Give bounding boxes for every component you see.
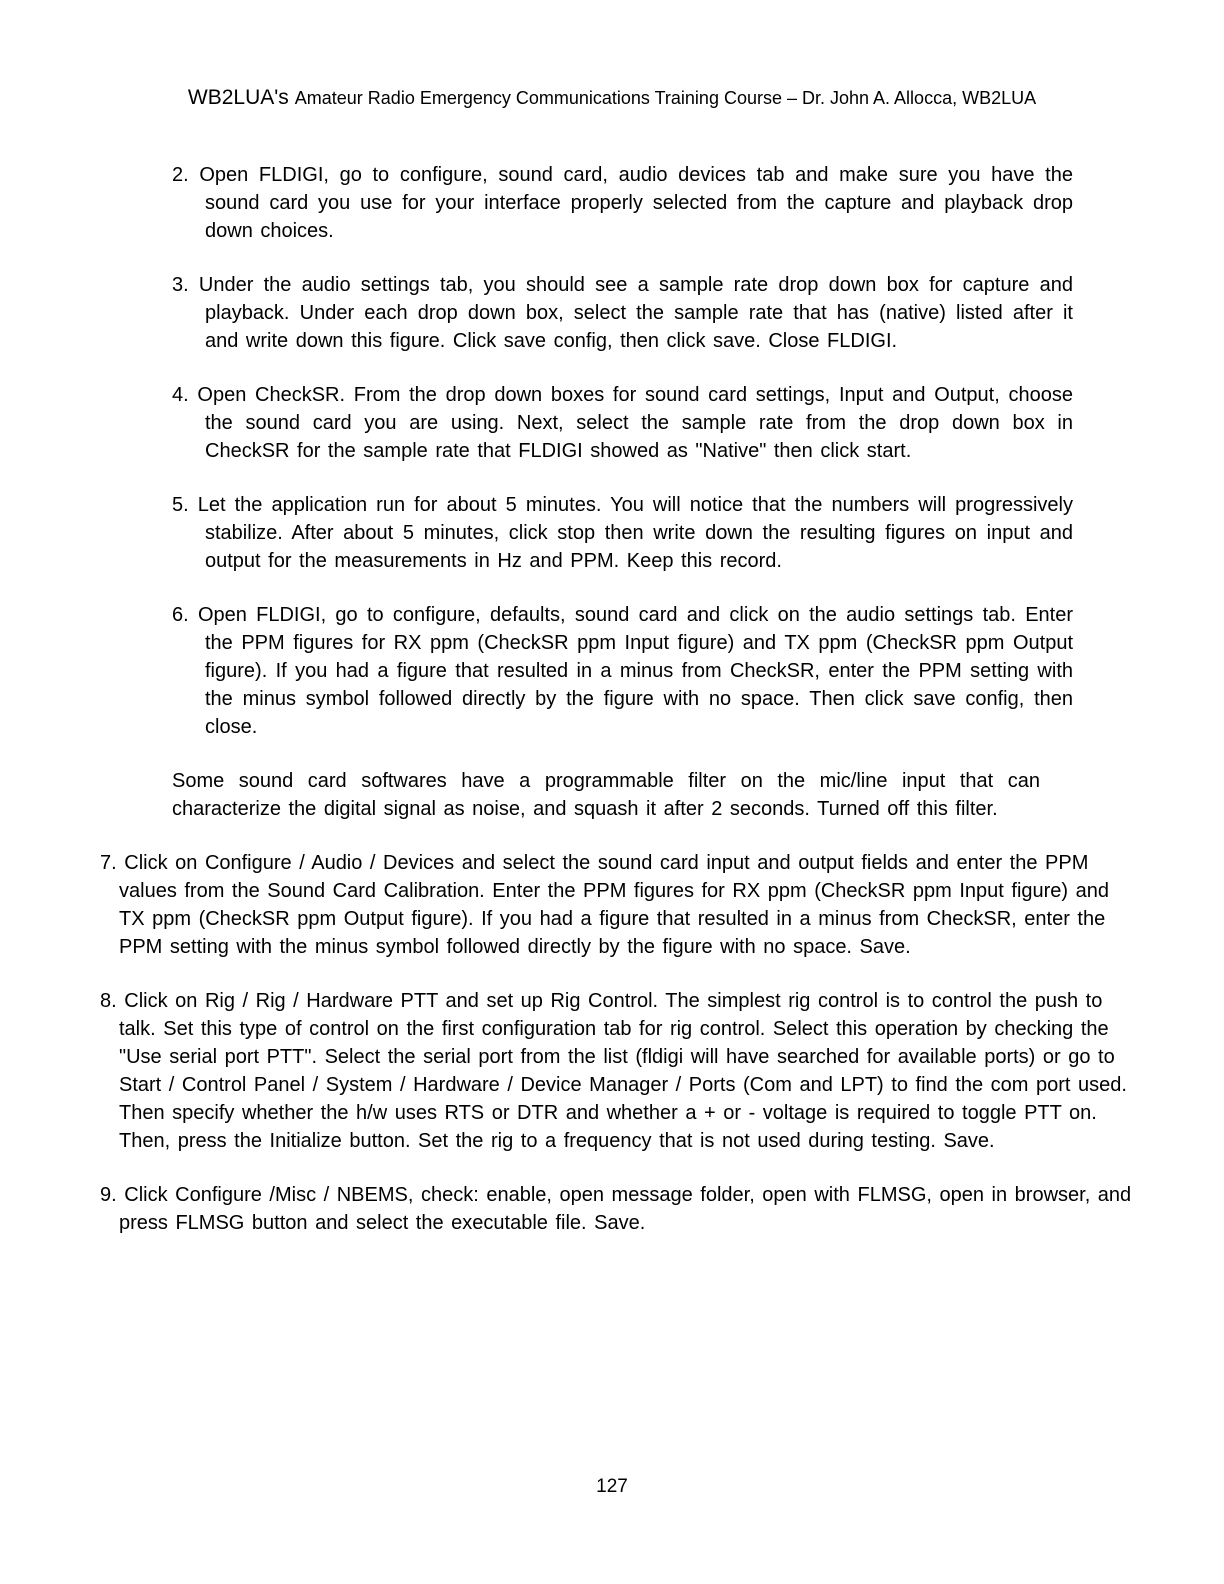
- list-item-5: [172, 491, 1073, 575]
- list-item-8: [100, 987, 1136, 1155]
- item-number: 8.: [100, 990, 125, 1012]
- item-text: Click on Rig / Rig / Hardware PTT and set up Rig Control. The simplest rig control is to control the push to talk. Set this type of control on the first configuration tab for rig control. Select this operation by checking the "Use serial port PTT". Select the serial port from the list (fldigi will have searched for available ports) or go to Start / Control Panel / System / Hardware / Device Manager / Ports (Com and LPT) to find the com port used. Then specify whether the h/w uses RTS or DTR and whether a + or - voltage is required to toggle PTT on. Then, press the Initialize button. Set the rig to a frequency that is not used during testing. Save.: [119, 990, 1127, 1152]
- item-text: Click Configure /Misc / NBEMS, check: enable, open message folder, open with FLMSG, open in browser, and press FLMSG button and select the executable file. Save.: [119, 1184, 1132, 1234]
- list-item-9: [100, 1181, 1136, 1237]
- item-text: Let the application run for about 5 minutes. You will notice that the numbers will progressively stabilize. After about 5 minutes, click stop then write down the resulting figures on input and output for the measurements in Hz and PPM. Keep this record.: [197, 494, 1073, 572]
- header-brand: WB2LUA's: [187, 86, 289, 109]
- item-text: Open FLDIGI, go to configure, sound card, audio devices tab and make sure you have the sound card you use for your interface properly selected from the capture and playback drop down choices.: [199, 164, 1073, 242]
- note-paragraph: Some sound card softwares have a programmable filter on the mic/line input that can characterize the digital signal as noise, and squash it after 2 seconds. Turned off this filter.: [172, 770, 1040, 820]
- item-text: Click on Configure / Audio / Devices and select the sound card input and output fields and enter the PPM values from the Sound Card Calibration. Enter the PPM figures for RX ppm (CheckSR ppm Input figure) and TX ppm (CheckSR ppm Output figure). If you had a figure that resulted in a minus from CheckSR, enter the PPM setting with the minus symbol followed directly by the figure with no space. Save.: [119, 852, 1110, 958]
- list-item-7: [100, 849, 1136, 961]
- list-item-2: [172, 161, 1073, 245]
- item-number: 7.: [100, 852, 125, 874]
- list-item-4: [172, 381, 1073, 465]
- item-number: 5.: [172, 494, 198, 516]
- item-number: 4.: [172, 384, 198, 406]
- page-body: [0, 161, 1224, 1263]
- list-item-6: [172, 601, 1073, 741]
- list-item-3: [172, 271, 1073, 355]
- item-text: Open CheckSR. From the drop down boxes for sound card settings, Input and Output, choose the sound card you are using. Next, select the sample rate from the drop down box in CheckSR for the sample rate that FLDIGI showed as "Native" then click start.: [197, 384, 1073, 462]
- item-number: 2.: [172, 164, 200, 186]
- page-header: [0, 86, 1224, 110]
- item-number: 3.: [172, 274, 199, 296]
- item-number: 9.: [100, 1184, 125, 1206]
- item-number: 6.: [172, 604, 198, 626]
- header-title: Amateur Radio Emergency Communications Training Course – Dr. John A. Allocca, WB2LUA: [294, 88, 1037, 108]
- item-text: Open FLDIGI, go to configure, defaults, sound card and click on the audio settings tab. Enter the PPM figures for RX ppm (CheckSR ppm Input figure) and TX ppm (CheckSR ppm Output figure). If you had a figure that resulted in a minus from CheckSR, enter the PPM setting with the minus symbol followed directly by the figure with no space. Then click save config, then close.: [197, 604, 1073, 738]
- page-number: 127: [596, 1476, 628, 1497]
- item-text: Under the audio settings tab, you should see a sample rate drop down box for capture and playback. Under each drop down box, select the sample rate that has (native) listed after it and write down this figure. Click save config, then click save. Close FLDIGI.: [198, 274, 1073, 352]
